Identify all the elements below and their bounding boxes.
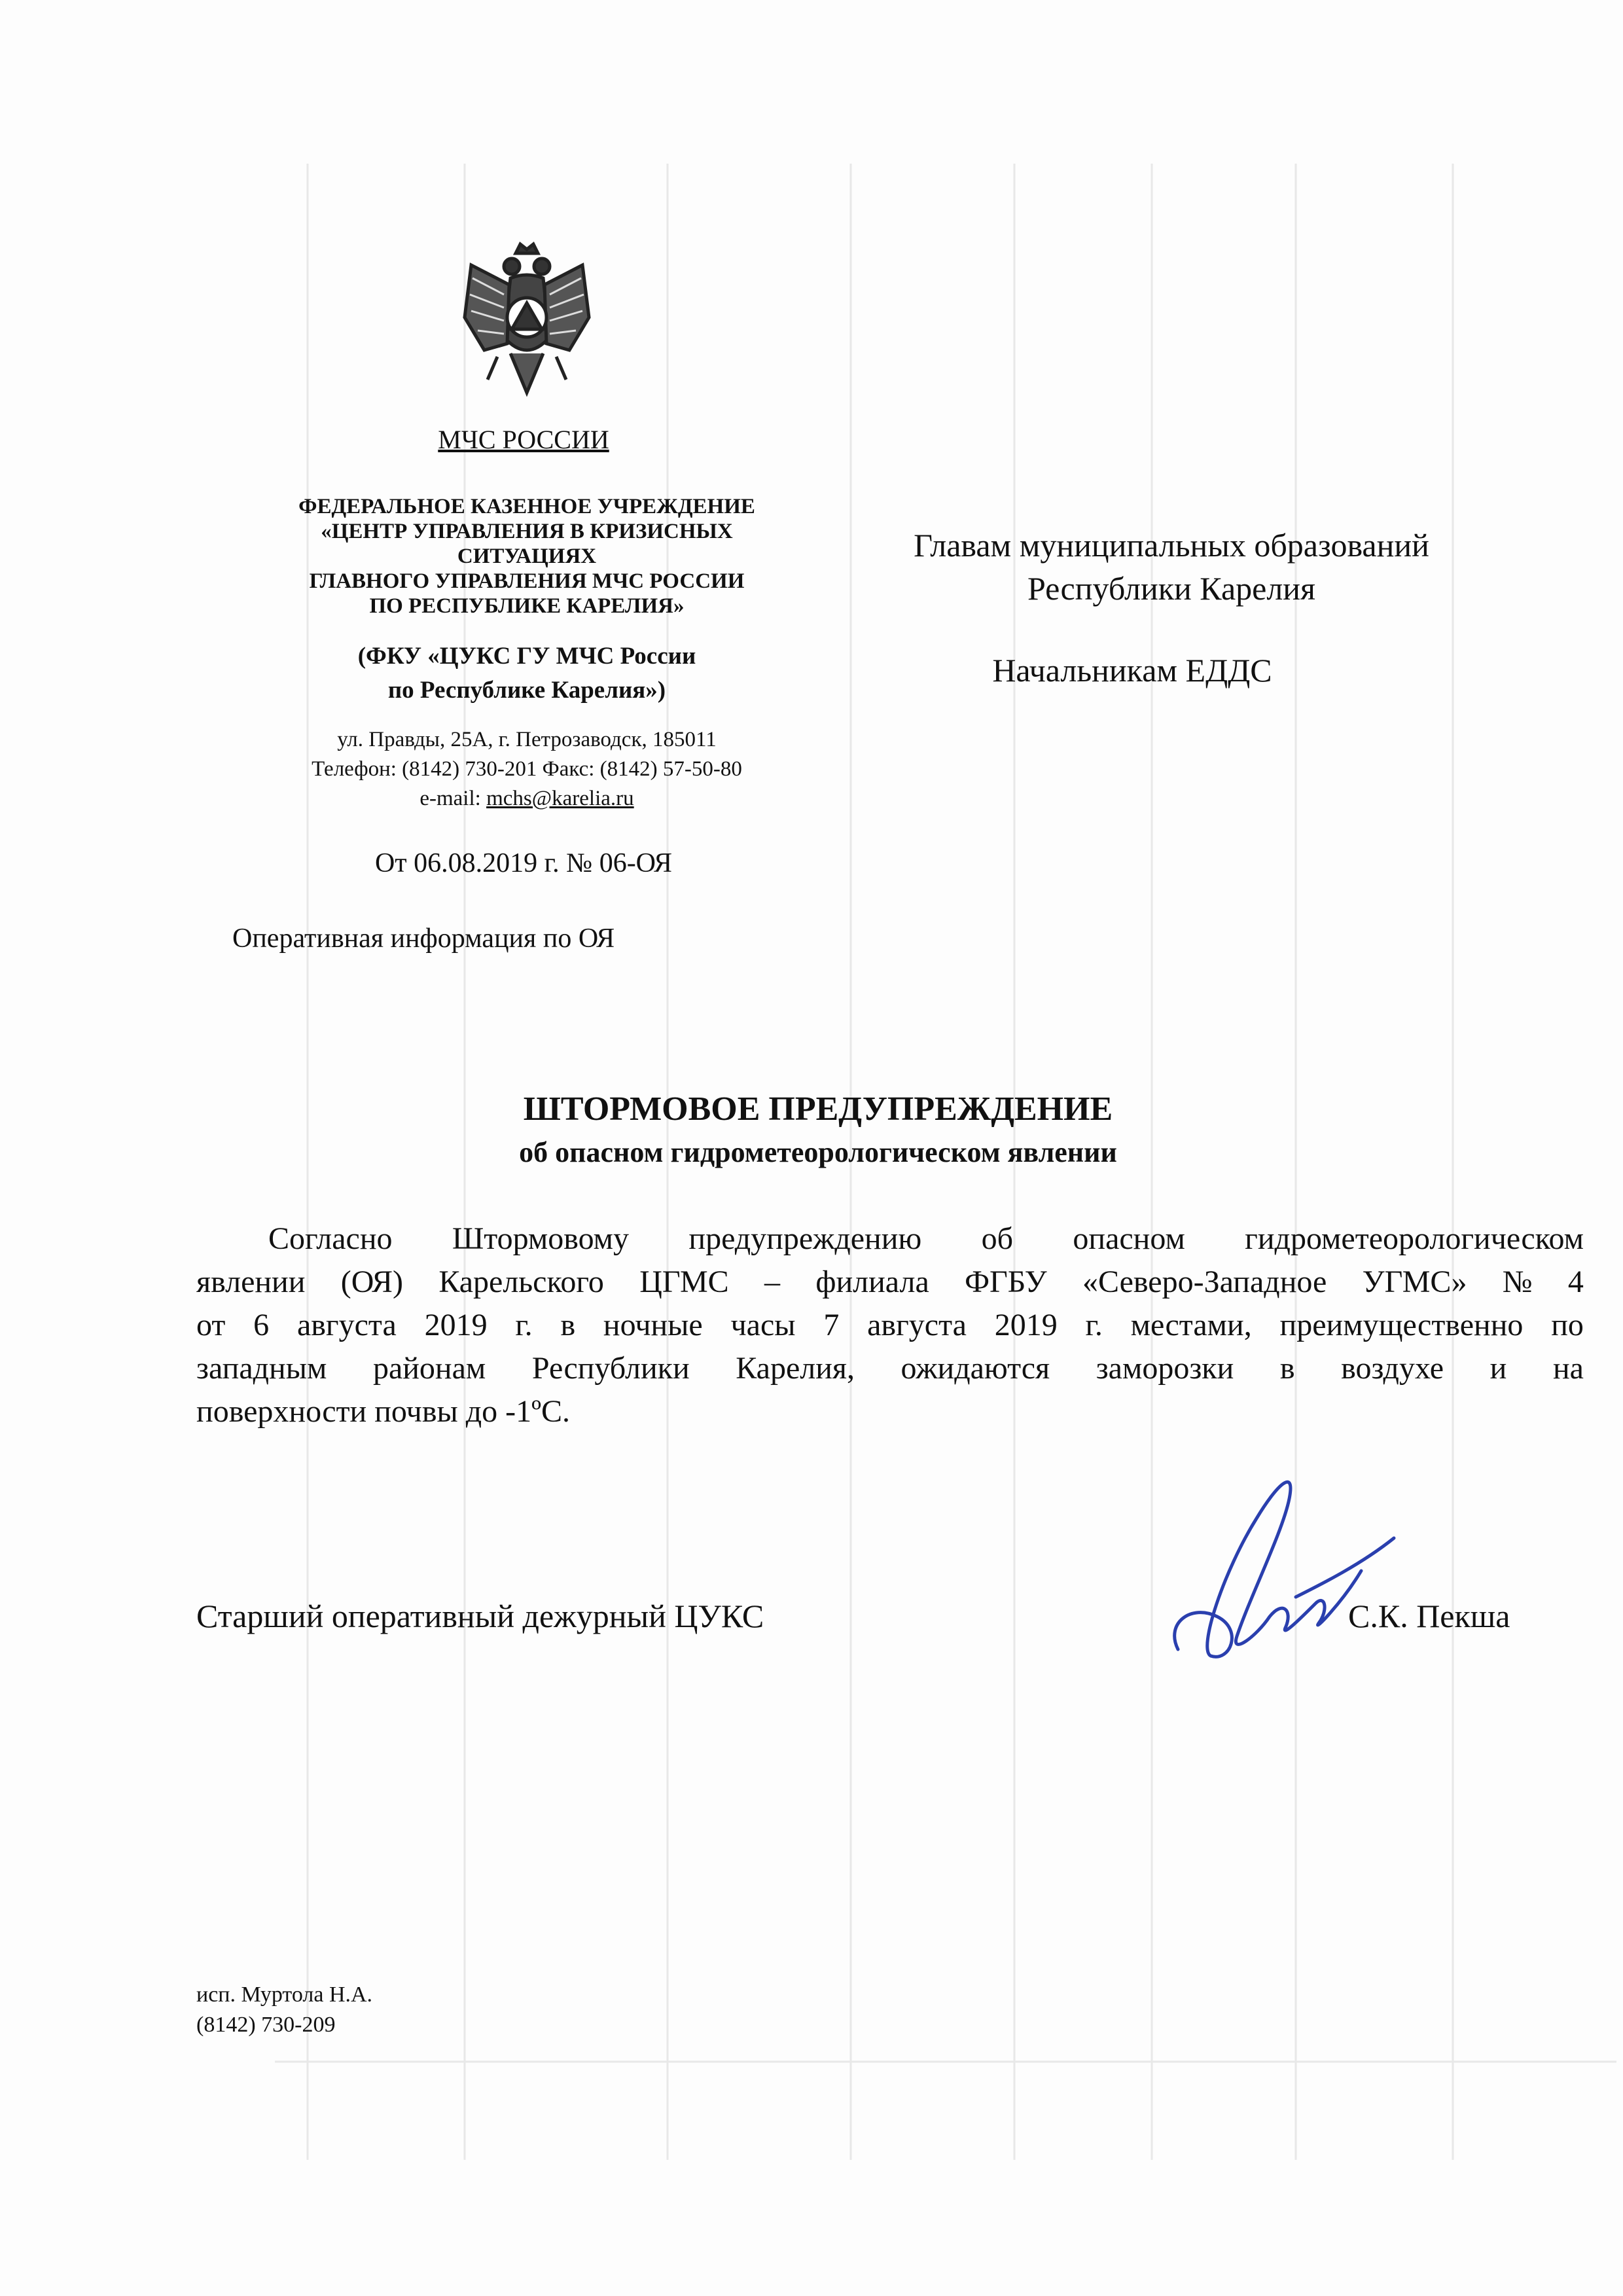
org-short-line: по Республике Карелия») bbox=[387, 677, 666, 704]
address: ул. Правды, 25А, г. Петрозаводск, 185011 bbox=[337, 728, 717, 751]
body-word: от bbox=[196, 1308, 226, 1342]
body-word: Карелия, bbox=[736, 1351, 855, 1386]
email-link[interactable]: mchs@karelia.ru bbox=[486, 787, 634, 810]
body-word: 2019 bbox=[994, 1308, 1058, 1342]
body-paragraph bbox=[196, 1217, 1584, 1433]
body-word: 6 bbox=[253, 1308, 270, 1342]
document-reference: От 06.08.2019 г. № 06-ОЯ bbox=[374, 848, 673, 878]
addressee-block bbox=[812, 524, 1531, 610]
email-label: e-mail: bbox=[419, 787, 487, 810]
executor-name: исп. Муртола Н.А. bbox=[196, 1982, 373, 2007]
body-word: опасном bbox=[1073, 1221, 1185, 1256]
org-full-line: «ЦЕНТР УПРАВЛЕНИЯ В КРИЗИСНЫХ bbox=[321, 520, 733, 543]
body-word: ожидаются bbox=[901, 1351, 1050, 1386]
body-word: ЦГМС bbox=[639, 1265, 729, 1299]
body-word: об bbox=[981, 1221, 1014, 1256]
body-line bbox=[196, 1347, 1584, 1390]
body-word: Республики bbox=[531, 1351, 690, 1386]
body-word: местами, bbox=[1130, 1308, 1252, 1342]
body-word: ФГБУ bbox=[965, 1265, 1047, 1299]
emchs-emblem-icon bbox=[458, 239, 596, 399]
organization-full-name bbox=[223, 494, 831, 619]
body-word: воздухе bbox=[1341, 1351, 1444, 1386]
body-word: предупреждению bbox=[688, 1221, 922, 1256]
scan-bleed-through bbox=[275, 164, 1616, 2193]
body-word: № bbox=[1502, 1265, 1533, 1299]
body-word: явлении bbox=[196, 1265, 306, 1299]
body-word: августа bbox=[296, 1308, 397, 1342]
document-subject: Оперативная информация по ОЯ bbox=[232, 924, 615, 954]
body-word: «Северо-Западное bbox=[1082, 1265, 1327, 1299]
body-word: УГМС» bbox=[1362, 1265, 1467, 1299]
organization-short-name bbox=[223, 639, 831, 708]
contacts-block bbox=[223, 725, 831, 814]
addressee-line: Главам муниципальных образований bbox=[914, 527, 1429, 564]
body-word: до bbox=[465, 1394, 506, 1429]
body-word: западным bbox=[196, 1351, 327, 1386]
body-word: районам bbox=[372, 1351, 486, 1386]
body-line bbox=[196, 1261, 1584, 1304]
body-word: г. bbox=[1085, 1308, 1103, 1342]
body-word: почвы bbox=[374, 1394, 466, 1429]
org-full-line: ГЛАВНОГО УПРАВЛЕНИЯ МЧС РОССИИ bbox=[309, 569, 745, 593]
body-word: г. bbox=[515, 1308, 533, 1342]
body-word: преимущественно bbox=[1279, 1308, 1524, 1342]
warning-subheading: об опасном гидрометеорологическом явлении bbox=[519, 1136, 1117, 1168]
signer-name: С.К. Пекша bbox=[1348, 1598, 1510, 1634]
body-word: в bbox=[1279, 1351, 1295, 1386]
warning-heading: ШТОРМОВОЕ ПРЕДУПРЕЖДЕНИЕ bbox=[523, 1090, 1113, 1128]
body-word: – bbox=[764, 1265, 781, 1299]
phone-fax: Телефон: (8142) 730-201 Факс: (8142) 57-50-80 bbox=[312, 757, 742, 781]
org-full-line: СИТУАЦИЯХ bbox=[457, 545, 597, 568]
org-full-line: ПО РЕСПУБЛИКЕ КАРЕЛИЯ» bbox=[369, 594, 685, 618]
signer-position: Старший оперативный дежурный ЦУКС bbox=[196, 1598, 764, 1634]
body-word: по bbox=[1551, 1308, 1584, 1342]
body-word: 4 bbox=[1567, 1265, 1584, 1299]
addressee-line: Республики Карелия bbox=[1027, 570, 1316, 607]
body-line bbox=[196, 1304, 1584, 1347]
body-word: (ОЯ) bbox=[340, 1265, 403, 1299]
body-word: ночные bbox=[603, 1308, 703, 1342]
body-word: на bbox=[1552, 1351, 1584, 1386]
org-short-line: (ФКУ «ЦУКС ГУ МЧС России bbox=[357, 643, 696, 670]
body-word: Карельского bbox=[438, 1265, 604, 1299]
handwritten-signature bbox=[1152, 1440, 1414, 1702]
org-full-line: ФЕДЕРАЛЬНОЕ КАЗЕННОЕ УЧРЕЖДЕНИЕ bbox=[298, 495, 755, 518]
body-word: и bbox=[1489, 1351, 1507, 1386]
body-word: поверхности bbox=[196, 1394, 375, 1429]
body-line bbox=[196, 1390, 1584, 1433]
email-line bbox=[223, 784, 831, 814]
body-word: августа bbox=[867, 1308, 967, 1342]
body-word: 2019 bbox=[424, 1308, 488, 1342]
body-word: в bbox=[560, 1308, 576, 1342]
addressee-line: Начальникам ЕДДС bbox=[992, 652, 1272, 689]
body-word: Согласно bbox=[268, 1221, 393, 1256]
executor-block bbox=[196, 1980, 372, 2040]
body-word: -1ºС. bbox=[505, 1394, 571, 1429]
body-word: Штормовому bbox=[452, 1221, 630, 1256]
body-word: гидрометеорологическом bbox=[1245, 1221, 1584, 1256]
body-word: часы bbox=[730, 1308, 796, 1342]
body-word: 7 bbox=[823, 1308, 840, 1342]
body-word: заморозки bbox=[1096, 1351, 1234, 1386]
executor-phone: (8142) 730-209 bbox=[196, 2013, 336, 2037]
ministry-name: МЧС РОССИИ bbox=[438, 425, 609, 454]
body-line bbox=[196, 1217, 1584, 1261]
body-word: филиала bbox=[815, 1265, 929, 1299]
